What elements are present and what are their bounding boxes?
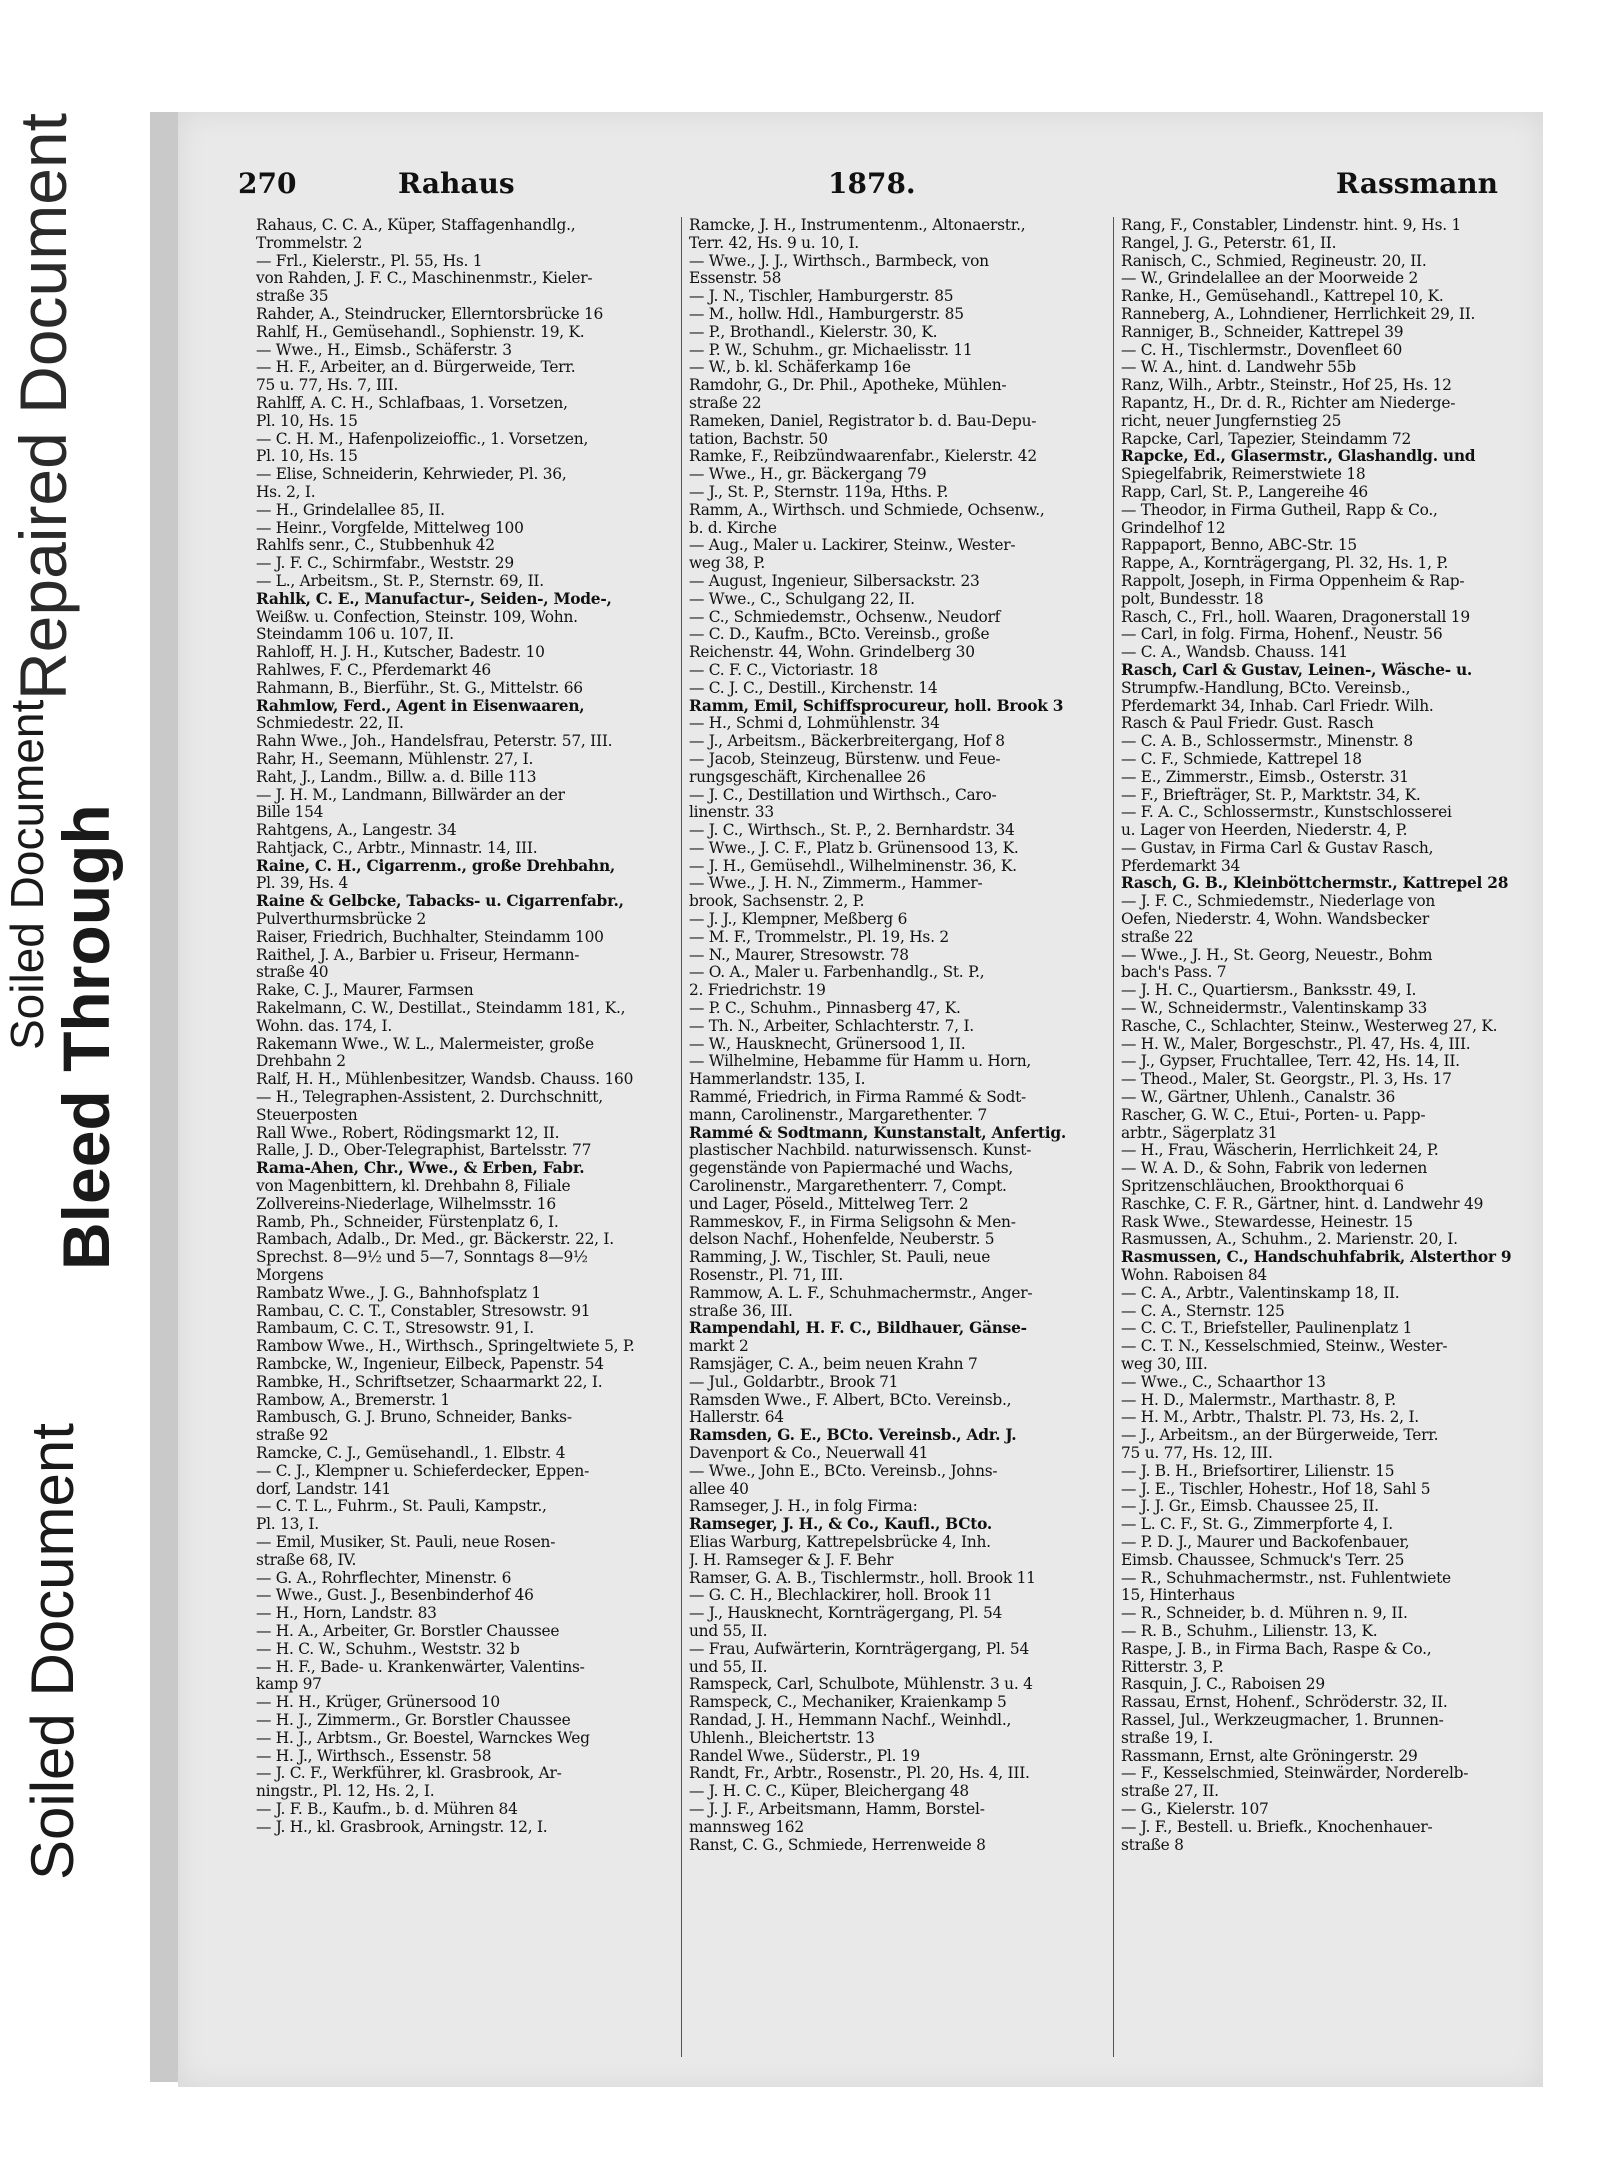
directory-entry-line: Ramm, A., Wirthsch. und Schmiede, Ochsenw., (689, 501, 1045, 519)
directory-entry-line: und 55, II. (689, 1622, 768, 1640)
directory-entry-line: — J. H. C., Quartiersm., Banksstr. 49, I. (1121, 982, 1417, 1000)
directory-entry-line: Grindelhof 12 (1121, 519, 1226, 537)
directory-entry-line: Hammerlandstr. 135, I. (689, 1071, 866, 1089)
directory-entry-line: Morgens (256, 1267, 324, 1285)
left-running-head: Rahaus (398, 167, 515, 200)
directory-entry-line: Drehbahn 2 (256, 1053, 346, 1071)
directory-entry-line: — Wwe., C., Schaarthor 13 (1121, 1373, 1326, 1391)
directory-entry-line: linenstr. 33 (689, 804, 774, 822)
directory-entry-line: — Wilhelmine, Hebamme für Hamm u. Horn, (689, 1053, 1032, 1071)
overlay-label-bleed-through: Bleed Through (49, 804, 123, 1270)
directory-entry-line: Rassel, Jul., Werkzeugmacher, 1. Brunnen- (1121, 1711, 1444, 1729)
directory-entry-line: — H., Grindelallee 85, II. (256, 501, 445, 519)
directory-entry-line: Rambau, C. C. T., Constabler, Stresowstr. 91 (256, 1302, 591, 1320)
directory-entry-line: — F. A. C., Schlossermstr., Kunstschlosserei (1121, 804, 1452, 822)
directory-entry-line: Zollvereins-Niederlage, Wilhelmsstr. 16 (256, 1195, 556, 1213)
directory-entry-line: — Wwe., John E., BCto. Vereinsb., Johns- (689, 1462, 998, 1480)
directory-entry-line: rungsgeschäft, Kirchenallee 26 (689, 768, 926, 786)
directory-entry-line: Ranisch, C., Schmied, Regineustr. 20, II. (1121, 252, 1427, 270)
directory-entry-line: Rascher, G. W. C., Etui-, Porten- u. Papp- (1121, 1106, 1426, 1124)
directory-entry-line: — F., Kesselschmied, Steinwärder, Norderelb- (1121, 1765, 1469, 1783)
directory-entry-line: — N., Maurer, Stresowstr. 78 (689, 946, 909, 964)
directory-entry-line: Elias Warburg, Kattrepelsbrücke 4, Inh. (689, 1533, 991, 1551)
directory-entry-line: Rammeskov, F., in Firma Seligsohn & Men- (689, 1213, 1016, 1231)
overlay-label-soiled-2: Soiled Document (19, 1423, 86, 1880)
directory-entry-line: Rahmann, B., Bierführ., St. G., Mittelstr. 66 (256, 679, 583, 697)
directory-entry-line: — Carl, in folg. Firma, Hohenf., Neustr. 56 (1121, 626, 1443, 644)
directory-entry-line: Raine & Gelbcke, Tabacks- u. Cigarrenfabr., (256, 893, 624, 911)
directory-entry-line: Rasquin, J. C., Raboisen 29 (1121, 1676, 1325, 1694)
directory-entry-line: — W., Hausknecht, Grünersood 1, II. (689, 1035, 966, 1053)
directory-entry-line: Rambusch, G. J. Bruno, Schneider, Banks- (256, 1409, 572, 1427)
directory-entry-line: Rahloff, H. J. H., Kutscher, Badestr. 10 (256, 644, 545, 662)
directory-entry-line: richt, neuer Jungfernstieg 25 (1121, 412, 1342, 430)
directory-entry-line: Rasmussen, A., Schuhm., 2. Marienstr. 20, I. (1121, 1231, 1458, 1249)
directory-entry-line: 2. Friedrichstr. 19 (689, 982, 826, 1000)
directory-entry-line: — J. H. C. C., Küper, Bleichergang 48 (689, 1783, 969, 1801)
directory-entry-line: — W., b. kl. Schäferkamp 16e (689, 359, 911, 377)
directory-entry-line: — Jul., Goldarbtr., Brook 71 (689, 1373, 899, 1391)
directory-entry-line: Rambow, A., Bremerstr. 1 (256, 1391, 450, 1409)
directory-entry-line: straße 27, II. (1121, 1783, 1219, 1801)
directory-entry-line: Ramming, J. W., Tischler, St. Pauli, neue (689, 1249, 991, 1267)
directory-entry-line: — F., Briefträger, St. P., Marktstr. 34, K. (1121, 786, 1421, 804)
directory-entry-line: straße 19, I. (1121, 1729, 1213, 1747)
directory-entry-line: Pl. 10, Hs. 15 (256, 412, 358, 430)
directory-page (178, 112, 1543, 2087)
directory-entry-line: und 55, II. (689, 1658, 768, 1676)
directory-entry-line: — C. H. M., Hafenpolizeioffic., 1. Vorsetzen, (256, 430, 589, 448)
directory-entry-line: Rahlfs senr., C., Stubbenhuk 42 (256, 537, 495, 555)
directory-entry-line: — J. E., Tischler, Hohestr., Hof 18, Sahl 5 (1121, 1480, 1431, 1498)
directory-entry-line: von Rahden, J. F. C., Maschinenmstr., Kieler- (256, 270, 593, 288)
directory-entry-line: — Wwe., J. H., St. Georg, Neuestr., Bohm (1121, 946, 1433, 964)
directory-entry-line: Raspe, J. B., in Firma Bach, Raspe & Co., (1121, 1640, 1432, 1658)
directory-entry-line: Ramspeck, C., Mechaniker, Kraienkamp 5 (689, 1694, 1007, 1712)
directory-entry-line: — Gustav, in Firma Carl & Gustav Rasch, (1121, 839, 1434, 857)
directory-entry-line: delson Nachf., Hohenfelde, Neuberstr. 5 (689, 1231, 995, 1249)
directory-entry-line: Rambatz Wwe., J. G., Bahnhofsplatz 1 (256, 1284, 541, 1302)
directory-entry-line: — H. J., Arbtsm., Gr. Boestel, Warnckes Weg (256, 1729, 590, 1747)
directory-column-left (256, 217, 674, 1837)
directory-entry-line: — C. H., Tischlermstr., Dovenfleet 60 (1121, 341, 1402, 359)
directory-entry-line: dorf, Landstr. 141 (256, 1480, 391, 1498)
directory-entry-line: kamp 97 (256, 1676, 322, 1694)
directory-entry-line: mann, Carolinenstr., Margarethenter. 7 (689, 1106, 988, 1124)
directory-entry-line: Uhlenh., Bleichertstr. 13 (689, 1729, 875, 1747)
directory-entry-line: — C. T. N., Kesselschmied, Steinw., Wester- (1121, 1338, 1448, 1356)
directory-entry-line: — W., Grindelallee an der Moorweide 2 (1121, 270, 1419, 288)
directory-entry-line: Rahlwes, F. C., Pferdemarkt 46 (256, 661, 491, 679)
directory-entry-line: Essenstr. 58 (689, 270, 782, 288)
directory-entry-line: Trommelstr. 2 (256, 234, 363, 252)
directory-entry-line: Rammé, Friedrich, in Firma Rammé & Sodt- (689, 1089, 1027, 1107)
directory-entry-line: Rambach, Adalb., Dr. Med., gr. Bäckerstr. 22, I. (256, 1231, 614, 1249)
directory-entry-line: Raht, J., Landm., Billw. a. d. Bille 113 (256, 768, 537, 786)
directory-entry-line: — J., Arbeitsm., Bäckerbreitergang, Hof 8 (689, 733, 1005, 751)
directory-entry-line: Pl. 39, Hs. 4 (256, 875, 349, 893)
directory-entry-line: — J. J. F., Arbeitsmann, Hamm, Borstel- (689, 1800, 985, 1818)
directory-entry-line: — C. A., Sternstr. 125 (1121, 1302, 1285, 1320)
directory-entry-line: 15, Hinterhaus (1121, 1587, 1235, 1605)
directory-entry-line: Ritterstr. 3, P. (1121, 1658, 1224, 1676)
directory-entry-line: — Wwe., J. H. N., Zimmerm., Hammer- (689, 875, 983, 893)
directory-entry-line: brook, Sachsenstr. 2, P. (689, 893, 865, 911)
directory-entry-line: — C. J. C., Destill., Kirchenstr. 14 (689, 679, 938, 697)
directory-entry-line: straße 92 (256, 1427, 329, 1445)
directory-entry-line: Ramdohr, G., Dr. Phil., Apotheke, Mühlen- (689, 377, 1007, 395)
directory-entry-line: markt 2 (689, 1338, 749, 1356)
directory-entry-line: — August, Ingenieur, Silbersackstr. 23 (689, 572, 980, 590)
directory-entry-line: — J., Gypser, Fruchtallee, Terr. 42, Hs. 14, II. (1121, 1053, 1460, 1071)
directory-entry-line: Rama-Ahen, Chr., Wwe., & Erben, Fabr. (256, 1160, 585, 1178)
directory-entry-line: Rangel, J. G., Peterstr. 61, II. (1121, 234, 1337, 252)
directory-entry-line: — C. D., Kaufm., BCto. Vereinsb., große (689, 626, 990, 644)
directory-entry-line: — Wwe., H., gr. Bäckergang 79 (689, 466, 927, 484)
directory-entry-line: — H. H., Krüger, Grünersood 10 (256, 1694, 500, 1712)
directory-entry-line: Rammow, A. L. F., Schuhmachermstr., Anger- (689, 1284, 1033, 1302)
directory-entry-line: 75 u. 77, Hs. 12, III. (1121, 1444, 1273, 1462)
directory-entry-line: Pulverthurmsbrücke 2 (256, 911, 427, 929)
directory-entry-line: b. d. Kirche (689, 519, 777, 537)
directory-entry-line: — M. F., Trommelstr., Pl. 19, Hs. 2 (689, 928, 949, 946)
directory-entry-line: — Frl., Kielerstr., Pl. 55, Hs. 1 (256, 252, 483, 270)
directory-entry-line: — P. C., Schuhm., Pinnasberg 47, K. (689, 1000, 961, 1018)
directory-entry-line: Reichenstr. 44, Wohn. Grindelberg 30 (689, 644, 975, 662)
directory-entry-line: Rahaus, C. C. A., Küper, Staffagenhandlg., (256, 217, 576, 234)
directory-entry-line: Ramb, Ph., Schneider, Fürstenplatz 6, I. (256, 1213, 559, 1231)
directory-entry-line: — L. C. F., St. G., Zimmerpforte 4, I. (1121, 1516, 1393, 1534)
directory-entry-line: Randel Wwe., Süderstr., Pl. 19 (689, 1747, 920, 1765)
year-heading: 1878. (828, 167, 916, 200)
directory-entry-line: straße 22 (1121, 928, 1194, 946)
directory-entry-line: — G., Kielerstr. 107 (1121, 1800, 1269, 1818)
directory-entry-line: — M., hollw. Hdl., Hamburgerstr. 85 (689, 305, 964, 323)
directory-entry-line: Rambow Wwe., H., Wirthsch., Springeltwiete 5, P. (256, 1338, 635, 1356)
directory-entry-line: Eimsb. Chaussee, Schmuck's Terr. 25 (1121, 1551, 1405, 1569)
directory-entry-line: — P. D. J., Maurer und Backofenbauer, (1121, 1533, 1410, 1551)
directory-entry-line: — Frau, Aufwärterin, Kornträgergang, Pl. 54 (689, 1640, 1030, 1658)
directory-entry-line: Ramspeck, Carl, Schulbote, Mühlenstr. 3 u. 4 (689, 1676, 1033, 1694)
directory-entry-line: J. H. Ramseger & J. F. Behr (689, 1551, 894, 1569)
directory-entry-line: — J. F. C., Schmiedemstr., Niederlage von (1121, 893, 1436, 911)
directory-entry-line: Rasche, C., Schlachter, Steinw., Westerweg 27, K. (1121, 1017, 1498, 1035)
directory-entry-line: — H. J., Zimmerm., Gr. Borstler Chaussee (256, 1711, 571, 1729)
directory-entry-line: gegenstände von Papiermaché und Wachs, (689, 1160, 1014, 1178)
left-margin-strip (0, 0, 150, 2177)
directory-entry-line: — C. A., Arbtr., Valentinskamp 18, II. (1121, 1284, 1400, 1302)
directory-entry-line: straße 36, III. (689, 1302, 793, 1320)
directory-entry-line: bach's Pass. 7 (1121, 964, 1227, 982)
directory-entry-line: — C. F., Schmiede, Kattrepel 18 (1121, 750, 1362, 768)
directory-entry-line: Oefen, Niederstr. 4, Wohn. Wandsbecker (1121, 911, 1429, 929)
directory-entry-line: Rahtjack, C., Arbtr., Minnastr. 14, III. (256, 839, 538, 857)
directory-entry-line: — H. F., Bade- u. Krankenwärter, Valentins- (256, 1658, 585, 1676)
directory-entry-line: Steindamm 106 u. 107, II. (256, 626, 454, 644)
directory-entry-line: Raine, C. H., Cigarrenm., große Drehbahn, (256, 857, 615, 875)
directory-entry-line: — J. F. C., Schirmfabr., Weststr. 29 (256, 555, 514, 573)
directory-entry-line: — C. T. L., Fuhrm., St. Pauli, Kampstr., (256, 1498, 547, 1516)
directory-entry-line: — J. H. M., Landmann, Billwärder an der (256, 786, 565, 804)
directory-entry-line: — P. W., Schuhm., gr. Michaelisstr. 11 (689, 341, 973, 359)
directory-entry-line: — Theod., Maler, St. Georgstr., Pl. 3, Hs. 17 (1121, 1071, 1452, 1089)
directory-entry-line: Rapp, Carl, St. P., Langereihe 46 (1121, 483, 1368, 501)
directory-entry-line: Ralle, J. D., Ober-Telegraphist, Bartelsstr. 77 (256, 1142, 592, 1160)
directory-entry-line: Rang, F., Constabler, Lindenstr. hint. 9, Hs. 1 (1121, 217, 1462, 234)
directory-entry-line: Rappe, A., Kornträgergang, Pl. 32, Hs. 1, P. (1121, 555, 1448, 573)
directory-entry-line: — J. C. F., Werkführer, kl. Grasbrook, Ar- (256, 1765, 562, 1783)
directory-entry-line: Ranniger, B., Schneider, Kattrepel 39 (1121, 323, 1404, 341)
directory-entry-line: — H. M., Arbtr., Thalstr. Pl. 73, Hs. 2, I. (1121, 1409, 1419, 1427)
directory-entry-line: — Wwe., C., Schulgang 22, II. (689, 590, 915, 608)
directory-entry-line: Rakelmann, C. W., Destillat., Steindamm 181, K., (256, 1000, 626, 1018)
directory-entry-line: Rapcke, Carl, Tapezier, Steindamm 72 (1121, 430, 1411, 448)
directory-entry-line: Rameken, Daniel, Registrator b. d. Bau-Depu- (689, 412, 1037, 430)
directory-entry-line: — Emil, Musiker, St. Pauli, neue Rosen- (256, 1533, 556, 1551)
directory-entry-line: Rahlf, H., Gemüsehandl., Sophienstr. 19, K. (256, 323, 585, 341)
directory-entry-line: mannsweg 162 (689, 1818, 804, 1836)
directory-entry-line: Pl. 10, Hs. 15 (256, 448, 358, 466)
directory-entry-line: Steuerposten (256, 1106, 358, 1124)
directory-entry-line: u. Lager von Heerden, Niederstr. 4, P. (1121, 822, 1408, 840)
directory-entry-line: Rask Wwe., Stewardesse, Heinestr. 15 (1121, 1213, 1413, 1231)
directory-entry-line: Ramcke, J. H., Instrumentenm., Altonaerstr., (689, 217, 1026, 234)
directory-entry-line: — H. C. W., Schuhm., Weststr. 32 b (256, 1640, 520, 1658)
directory-entry-line: Wohn. das. 174, I. (256, 1017, 392, 1035)
directory-entry-line: — J. F. B., Kaufm., b. d. Mühren 84 (256, 1800, 518, 1818)
directory-entry-line: — J., St. P., Sternstr. 119a, Hths. P. (689, 483, 949, 501)
directory-entry-line: — L., Arbeitsm., St. P., Sternstr. 69, II. (256, 572, 544, 590)
directory-entry-line: Rosenstr., Pl. 71, III. (689, 1267, 844, 1285)
directory-entry-line: Rahlk, C. E., Manufactur-, Seiden-, Mode-, (256, 590, 612, 608)
directory-entry-line: — H. F., Arbeiter, an d. Bürgerweide, Terr. (256, 359, 576, 377)
directory-entry-line: — C. A. B., Schlossermstr., Minenstr. 8 (1121, 733, 1413, 751)
directory-entry-line: Rasch, Carl & Gustav, Leinen-, Wäsche- u. (1121, 661, 1473, 679)
directory-entry-line: — W., Schneidermstr., Valentinskamp 33 (1121, 1000, 1428, 1018)
directory-entry-line: tation, Bachstr. 50 (689, 430, 828, 448)
directory-entry-line: Raithel, J. A., Barbier u. Friseur, Hermann- (256, 946, 580, 964)
directory-entry-line: — Wwe., Gust. J., Besenbinderhof 46 (256, 1587, 534, 1605)
directory-entry-line: — E., Zimmerstr., Eimsb., Osterstr. 31 (1121, 768, 1409, 786)
directory-entry-line: Ramsden Wwe., F. Albert, BCto. Vereinsb., (689, 1391, 1012, 1409)
directory-entry-line: — G. A., Rohrflechter, Minenstr. 6 (256, 1569, 512, 1587)
directory-entry-line: — C., Schmiedemstr., Ochsenw., Neudorf (689, 608, 1001, 626)
directory-entry-line: — W. A., hint. d. Landwehr 55b (1121, 359, 1356, 377)
directory-entry-line: Raschke, C. F. R., Gärtner, hint. d. Landwehr 49 (1121, 1195, 1484, 1213)
right-running-head: Rassmann (1335, 167, 1498, 200)
directory-entry-line: Rahlff, A. C. H., Schlafbaas, 1. Vorsetzen, (256, 394, 568, 412)
directory-entry-line: straße 40 (256, 964, 329, 982)
directory-entry-line: Pferdemarkt 34 (1121, 857, 1241, 875)
directory-entry-line: Rapantz, H., Dr. d. R., Richter am Niederge- (1121, 394, 1456, 412)
directory-entry-line: — Th. N., Arbeiter, Schlachterstr. 7, I. (689, 1017, 974, 1035)
directory-entry-line: Ranz, Wilh., Arbtr., Steinstr., Hof 25, Hs. 12 (1121, 377, 1452, 395)
directory-entry-line: Rahr, H., Seemann, Mühlenstr. 27, I. (256, 750, 534, 768)
directory-entry-line: Schmiedestr. 22, II. (256, 715, 404, 733)
directory-entry-line: allee 40 (689, 1480, 749, 1498)
directory-entry-line: — J. J., Klempner, Meßberg 6 (689, 911, 908, 929)
directory-entry-line: straße 22 (689, 394, 762, 412)
directory-entry-line: Rampendahl, H. F. C., Bildhauer, Gänse- (689, 1320, 1027, 1338)
directory-entry-line: Pl. 13, I. (256, 1516, 319, 1534)
directory-entry-line: Rake, C. J., Maurer, Farmsen (256, 982, 474, 1000)
directory-entry-line: Rasch, C., Frl., holl. Waaren, Dragonerstall 19 (1121, 608, 1470, 626)
directory-entry-line: — Theodor, in Firma Gutheil, Rapp & Co., (1121, 501, 1438, 519)
directory-entry-line: 75 u. 77, Hs. 7, III. (256, 377, 399, 395)
directory-entry-line: — Elise, Schneiderin, Kehrwieder, Pl. 36, (256, 466, 567, 484)
directory-entry-line: Bille 154 (256, 804, 324, 822)
directory-entry-line: Ramm, Emil, Schiffsprocureur, holl. Brook 3 (689, 697, 1064, 715)
directory-entry-line: plastischer Nachbild. naturwissensch. Kunst- (689, 1142, 1032, 1160)
directory-entry-line: Randad, J. H., Hemmann Nachf., Weinhdl., (689, 1711, 1012, 1729)
directory-entry-line: ningstr., Pl. 12, Hs. 2, I. (256, 1783, 435, 1801)
directory-entry-line: Terr. 42, Hs. 9 u. 10, I. (689, 234, 859, 252)
directory-entry-line: Ranneberg, A., Lohndiener, Herrlichkeit 29, II. (1121, 305, 1476, 323)
directory-entry-line: weg 30, III. (1121, 1356, 1208, 1373)
directory-entry-line: — C. J., Klempner u. Schieferdecker, Eppen- (256, 1462, 590, 1480)
directory-entry-line: — Jacob, Steinzeug, Bürstenw. und Feue- (689, 750, 1001, 768)
directory-entry-line: Rakemann Wwe., W. L., Malermeister, große (256, 1035, 594, 1053)
directory-entry-line: — J., Arbeitsm., an der Bürgerweide, Terr. (1121, 1427, 1439, 1445)
directory-entry-line: — H., Telegraphen-Assistent, 2. Durchschnitt, (256, 1089, 603, 1107)
page-number: 270 (238, 167, 297, 200)
directory-entry-line: Rappolt, Joseph, in Firma Oppenheim & Rap- (1121, 572, 1465, 590)
directory-entry-line: straße 8 (1121, 1836, 1184, 1854)
directory-entry-line: — H., Horn, Landstr. 83 (256, 1605, 437, 1623)
overlay-label-repaired: Repaired Document (6, 113, 80, 700)
directory-entry-line: Raiser, Friedrich, Buchhalter, Steindamm 100 (256, 928, 604, 946)
directory-entry-line: Randt, Fr., Arbtr., Rosenstr., Pl. 20, Hs. 4, III. (689, 1765, 1030, 1783)
directory-entry-line: Spritzenschläuchen, Brookthorquai 6 (1121, 1178, 1404, 1196)
directory-entry-line: Ramser, G. A. B., Tischlermstr., holl. Brook 11 (689, 1569, 1036, 1587)
directory-entry-line: — C. F. C., Victoriastr. 18 (689, 661, 878, 679)
directory-entry-line: — J. H., Gemüsehdl., Wilhelminenstr. 36, K. (689, 857, 1017, 875)
directory-entry-line: Ranke, H., Gemüsehandl., Kattrepel 10, K. (1121, 288, 1444, 306)
directory-entry-line: Rahtgens, A., Langestr. 34 (256, 822, 457, 840)
directory-entry-line: — H., Frau, Wäscherin, Herrlichkeit 24, P. (1121, 1142, 1439, 1160)
directory-entry-line: — Heinr., Vorgfelde, Mittelweg 100 (256, 519, 524, 537)
directory-entry-line: — W. A. D., & Sohn, Fabrik von ledernen (1121, 1160, 1428, 1178)
directory-entry-line: — J. H., kl. Grasbrook, Arningstr. 12, I. (256, 1818, 548, 1836)
directory-entry-line: — Wwe., H., Eimsb., Schäferstr. 3 (256, 341, 512, 359)
directory-entry-line: — J. B. H., Briefsortirer, Lilienstr. 15 (1121, 1462, 1395, 1480)
directory-entry-line: — C. C. T., Briefsteller, Paulinenplatz 1 (1121, 1320, 1413, 1338)
directory-entry-line: arbtr., Sägerplatz 31 (1121, 1124, 1278, 1142)
directory-entry-line: Ramseger, J. H., & Co., Kaufl., BCto. (689, 1516, 992, 1534)
directory-entry-line: Pferdemarkt 34, Inhab. Carl Friedr. Wilh. (1121, 697, 1434, 715)
directory-entry-line: — H. A., Arbeiter, Gr. Borstler Chaussee (256, 1622, 560, 1640)
directory-entry-line: Ramcke, C. J., Gemüsehandl., 1. Elbstr. 4 (256, 1444, 566, 1462)
directory-entry-line: Ralf, H. H., Mühlenbesitzer, Wandsb. Chauss. 160 (256, 1071, 634, 1089)
directory-entry-line: Rambaum, C. C. T., Stresowstr. 91, I. (256, 1320, 534, 1338)
directory-entry-line: — Wwe., J. C. F., Platz b. Grünensood 13, K. (689, 839, 1019, 857)
directory-entry-line: — J. J. Gr., Eimsb. Chaussee 25, II. (1121, 1498, 1379, 1516)
directory-entry-line: Rahmlow, Ferd., Agent in Eisenwaaren, (256, 697, 585, 715)
directory-entry-line: Spiegelfabrik, Reimerstwiete 18 (1121, 466, 1366, 484)
directory-entry-line: Ramseger, J. H., in folg Firma: (689, 1498, 918, 1516)
directory-entry-line: Rasmussen, C., Handschuhfabrik, Alsterthor 9 (1121, 1249, 1512, 1267)
directory-entry-line: Rammé & Sodtmann, Kunstanstalt, Anfertig. (689, 1124, 1066, 1142)
book-page-edge (150, 112, 180, 2082)
column-divider-2 (1113, 217, 1114, 2057)
directory-entry-line: — J. C., Wirthsch., St. P., 2. Bernhardstr. 34 (689, 822, 1015, 840)
directory-entry-line: — G. C. H., Blechlackirer, holl. Brook 11 (689, 1587, 993, 1605)
directory-entry-line: — Aug., Maler u. Lackirer, Steinw., Wester- (689, 537, 1016, 555)
directory-entry-line: Ramsjäger, C. A., beim neuen Krahn 7 (689, 1356, 978, 1373)
directory-entry-line: — J., Hausknecht, Kornträgergang, Pl. 54 (689, 1605, 1003, 1623)
directory-entry-line: straße 35 (256, 288, 329, 306)
directory-entry-line: Hs. 2, I. (256, 483, 316, 501)
directory-entry-line: von Magenbittern, kl. Drehbahn 8, Filiale (256, 1178, 571, 1196)
directory-entry-line: Rapcke, Ed., Glasermstr., Glashandlg. und (1121, 448, 1476, 466)
directory-entry-line: Rasch, G. B., Kleinböttchermstr., Kattrepel 28 (1121, 875, 1509, 893)
directory-entry-line: — H., Schmi d, Lohmühlenstr. 34 (689, 715, 940, 733)
page-header (238, 167, 1498, 207)
directory-entry-line: — R. B., Schuhm., Lilienstr. 13, K. (1121, 1622, 1378, 1640)
directory-entry-line: Rambcke, W., Ingenieur, Eilbeck, Papenstr. 54 (256, 1356, 604, 1373)
directory-entry-line: Carolinenstr., Margarethenterr. 7, Compt. (689, 1178, 1007, 1196)
directory-entry-line: Davenport & Co., Neuerwall 41 (689, 1444, 929, 1462)
directory-entry-line: — W., Gärtner, Uhlenh., Canalstr. 36 (1121, 1089, 1396, 1107)
directory-entry-line: Rahder, A., Steindrucker, Ellerntorsbrücke 16 (256, 305, 604, 323)
directory-entry-line: — O. A., Maler u. Farbenhandlg., St. P., (689, 964, 985, 982)
overlay-label-soiled-1: Soiled Document (1, 699, 53, 1050)
directory-entry-line: — H. W., Maler, Borgeschstr., Pl. 47, Hs. 4, III. (1121, 1035, 1471, 1053)
directory-entry-line: Ranst, C. G., Schmiede, Herrenweide 8 (689, 1836, 986, 1854)
directory-entry-line: — H. D., Malermstr., Marthastr. 8, P. (1121, 1391, 1396, 1409)
directory-column-right (1121, 217, 1539, 1854)
directory-entry-line: — H. J., Wirthsch., Essenstr. 58 (256, 1747, 492, 1765)
directory-entry-line: Hallerstr. 64 (689, 1409, 784, 1427)
directory-entry-line: Rambke, H., Schriftsetzer, Schaarmarkt 22, I. (256, 1373, 603, 1391)
directory-column-middle (689, 217, 1107, 1854)
directory-entry-line: Rappaport, Benno, ABC-Str. 15 (1121, 537, 1357, 555)
directory-entry-line: straße 68, IV. (256, 1551, 357, 1569)
directory-entry-line: Rassmann, Ernst, alte Gröningerstr. 29 (1121, 1747, 1418, 1765)
directory-entry-line: — Wwe., J. J., Wirthsch., Barmbeck, von (689, 252, 989, 270)
directory-entry-line: Rassau, Ernst, Hohenf., Schröderstr. 32, II. (1121, 1694, 1448, 1712)
directory-entry-line: und Lager, Pöseld., Mittelweg Terr. 2 (689, 1195, 969, 1213)
directory-entry-line: — C. A., Wandsb. Chauss. 141 (1121, 644, 1348, 662)
directory-entry-line: — J. F., Bestell. u. Briefk., Knochenhauer- (1121, 1818, 1433, 1836)
directory-entry-line: — R., Schuhmachermstr., nst. Fuhlentwiete (1121, 1569, 1451, 1587)
directory-entry-line: Rall Wwe., Robert, Rödingsmarkt 12, II. (256, 1124, 560, 1142)
column-divider-1 (681, 217, 682, 2057)
directory-entry-line: Rasch & Paul Friedr. Gust. Rasch (1121, 715, 1374, 733)
directory-entry-line: Strumpfw.-Handlung, BCto. Vereinsb., (1121, 679, 1411, 697)
directory-entry-line: Wohn. Raboisen 84 (1121, 1267, 1267, 1285)
directory-entry-line: Rahn Wwe., Joh., Handelsfrau, Peterstr. 57, III. (256, 733, 613, 751)
directory-entry-line: — J. C., Destillation und Wirthsch., Caro- (689, 786, 997, 804)
directory-entry-line: polt, Bundesstr. 18 (1121, 590, 1264, 608)
directory-entry-line: Weißw. u. Confection, Steinstr. 109, Wohn. (256, 608, 578, 626)
directory-entry-line: Sprechst. 8—9½ und 5—7, Sonntags 8—9½ (256, 1249, 588, 1267)
directory-entry-line: — R., Schneider, b. d. Mühren n. 9, II. (1121, 1605, 1408, 1623)
directory-entry-line: — J. N., Tischler, Hamburgerstr. 85 (689, 288, 954, 306)
directory-entry-line: weg 38, P. (689, 555, 766, 573)
directory-entry-line: Ramke, F., Reibzündwaarenfabr., Kielerstr. 42 (689, 448, 1037, 466)
directory-entry-line: Ramsden, G. E., BCto. Vereinsb., Adr. J. (689, 1427, 1017, 1445)
directory-entry-line: — P., Brothandl., Kielerstr. 30, K. (689, 323, 938, 341)
